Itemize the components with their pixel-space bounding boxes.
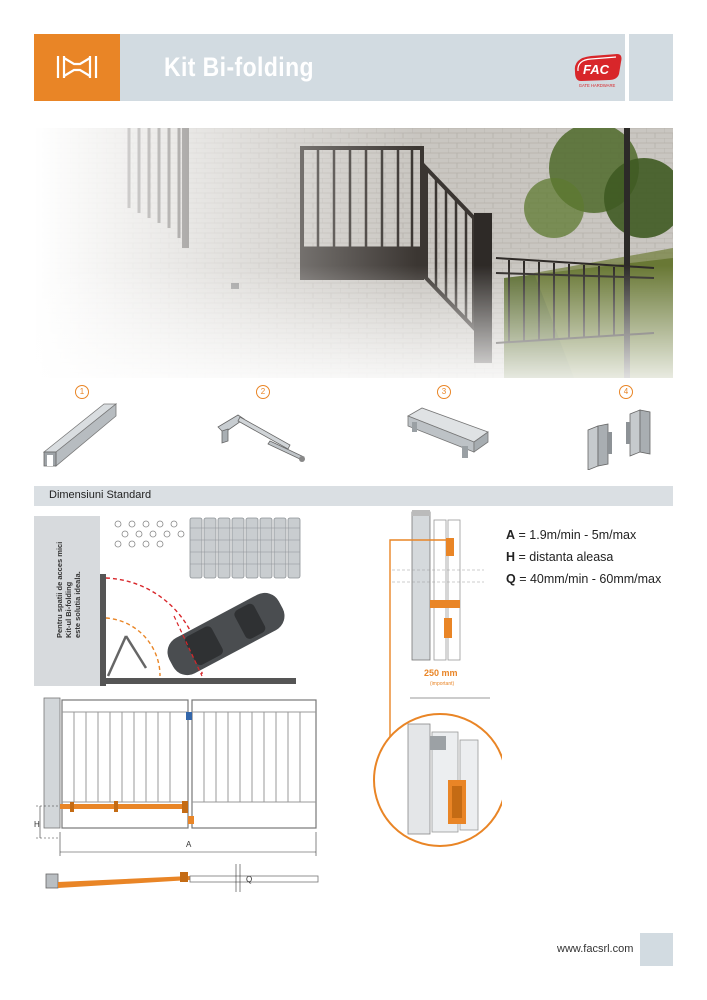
dim-q-label: Q bbox=[246, 875, 253, 884]
top-operator-detail bbox=[40, 862, 320, 907]
part-arm-image bbox=[210, 405, 315, 470]
part-number-1: 1 bbox=[75, 385, 89, 399]
part-hinges-image bbox=[584, 408, 664, 475]
spec-h-text: = distanta aleasa bbox=[515, 550, 614, 564]
hero-photo bbox=[34, 128, 673, 378]
spec-a bbox=[506, 528, 636, 542]
part-operator-image bbox=[400, 402, 495, 467]
fac-logo bbox=[569, 50, 625, 90]
logo-subtext: GATE HARDWARE bbox=[578, 83, 616, 88]
footer-box bbox=[640, 933, 673, 966]
spec-a-text: = 1.9m/min - 5m/max bbox=[515, 528, 637, 542]
spec-q bbox=[506, 572, 661, 586]
dim-250-note: (important) bbox=[430, 681, 455, 687]
bifold-gate-icon bbox=[34, 34, 120, 101]
header-divider bbox=[625, 34, 629, 101]
section-title: Dimensiuni Standard bbox=[49, 489, 152, 501]
front-elevation-diagram bbox=[34, 692, 324, 867]
note-line-3: este solutia ideala. bbox=[73, 571, 82, 638]
logo-text: FAC bbox=[583, 62, 609, 77]
spec-q-text: = 40mm/min - 60mm/max bbox=[515, 572, 662, 586]
part-number-3: 3 bbox=[437, 385, 451, 399]
part-number-4: 4 bbox=[619, 385, 633, 399]
part-rail-image bbox=[40, 400, 130, 477]
spec-h bbox=[506, 550, 613, 564]
dim-h-label: H bbox=[34, 820, 40, 829]
section-header-bar bbox=[34, 486, 673, 506]
dim-a-label: A bbox=[186, 840, 192, 849]
page-title: Kit Bi-folding bbox=[164, 52, 314, 82]
spec-h-key: H bbox=[506, 550, 516, 564]
side-view-diagram bbox=[372, 510, 502, 855]
part-number-2: 2 bbox=[256, 385, 270, 399]
footer-url[interactable]: www.facsrl.com bbox=[557, 943, 634, 955]
spec-q-key: Q bbox=[506, 572, 516, 586]
dim-250-label: 250 mm bbox=[424, 668, 458, 678]
note-line-2: Kit-ul Bi-folding bbox=[64, 581, 73, 638]
note-line-1: Pentru spatii de acces mici bbox=[55, 541, 64, 638]
small-space-note bbox=[48, 540, 108, 640]
spec-a-key: A bbox=[506, 528, 516, 542]
